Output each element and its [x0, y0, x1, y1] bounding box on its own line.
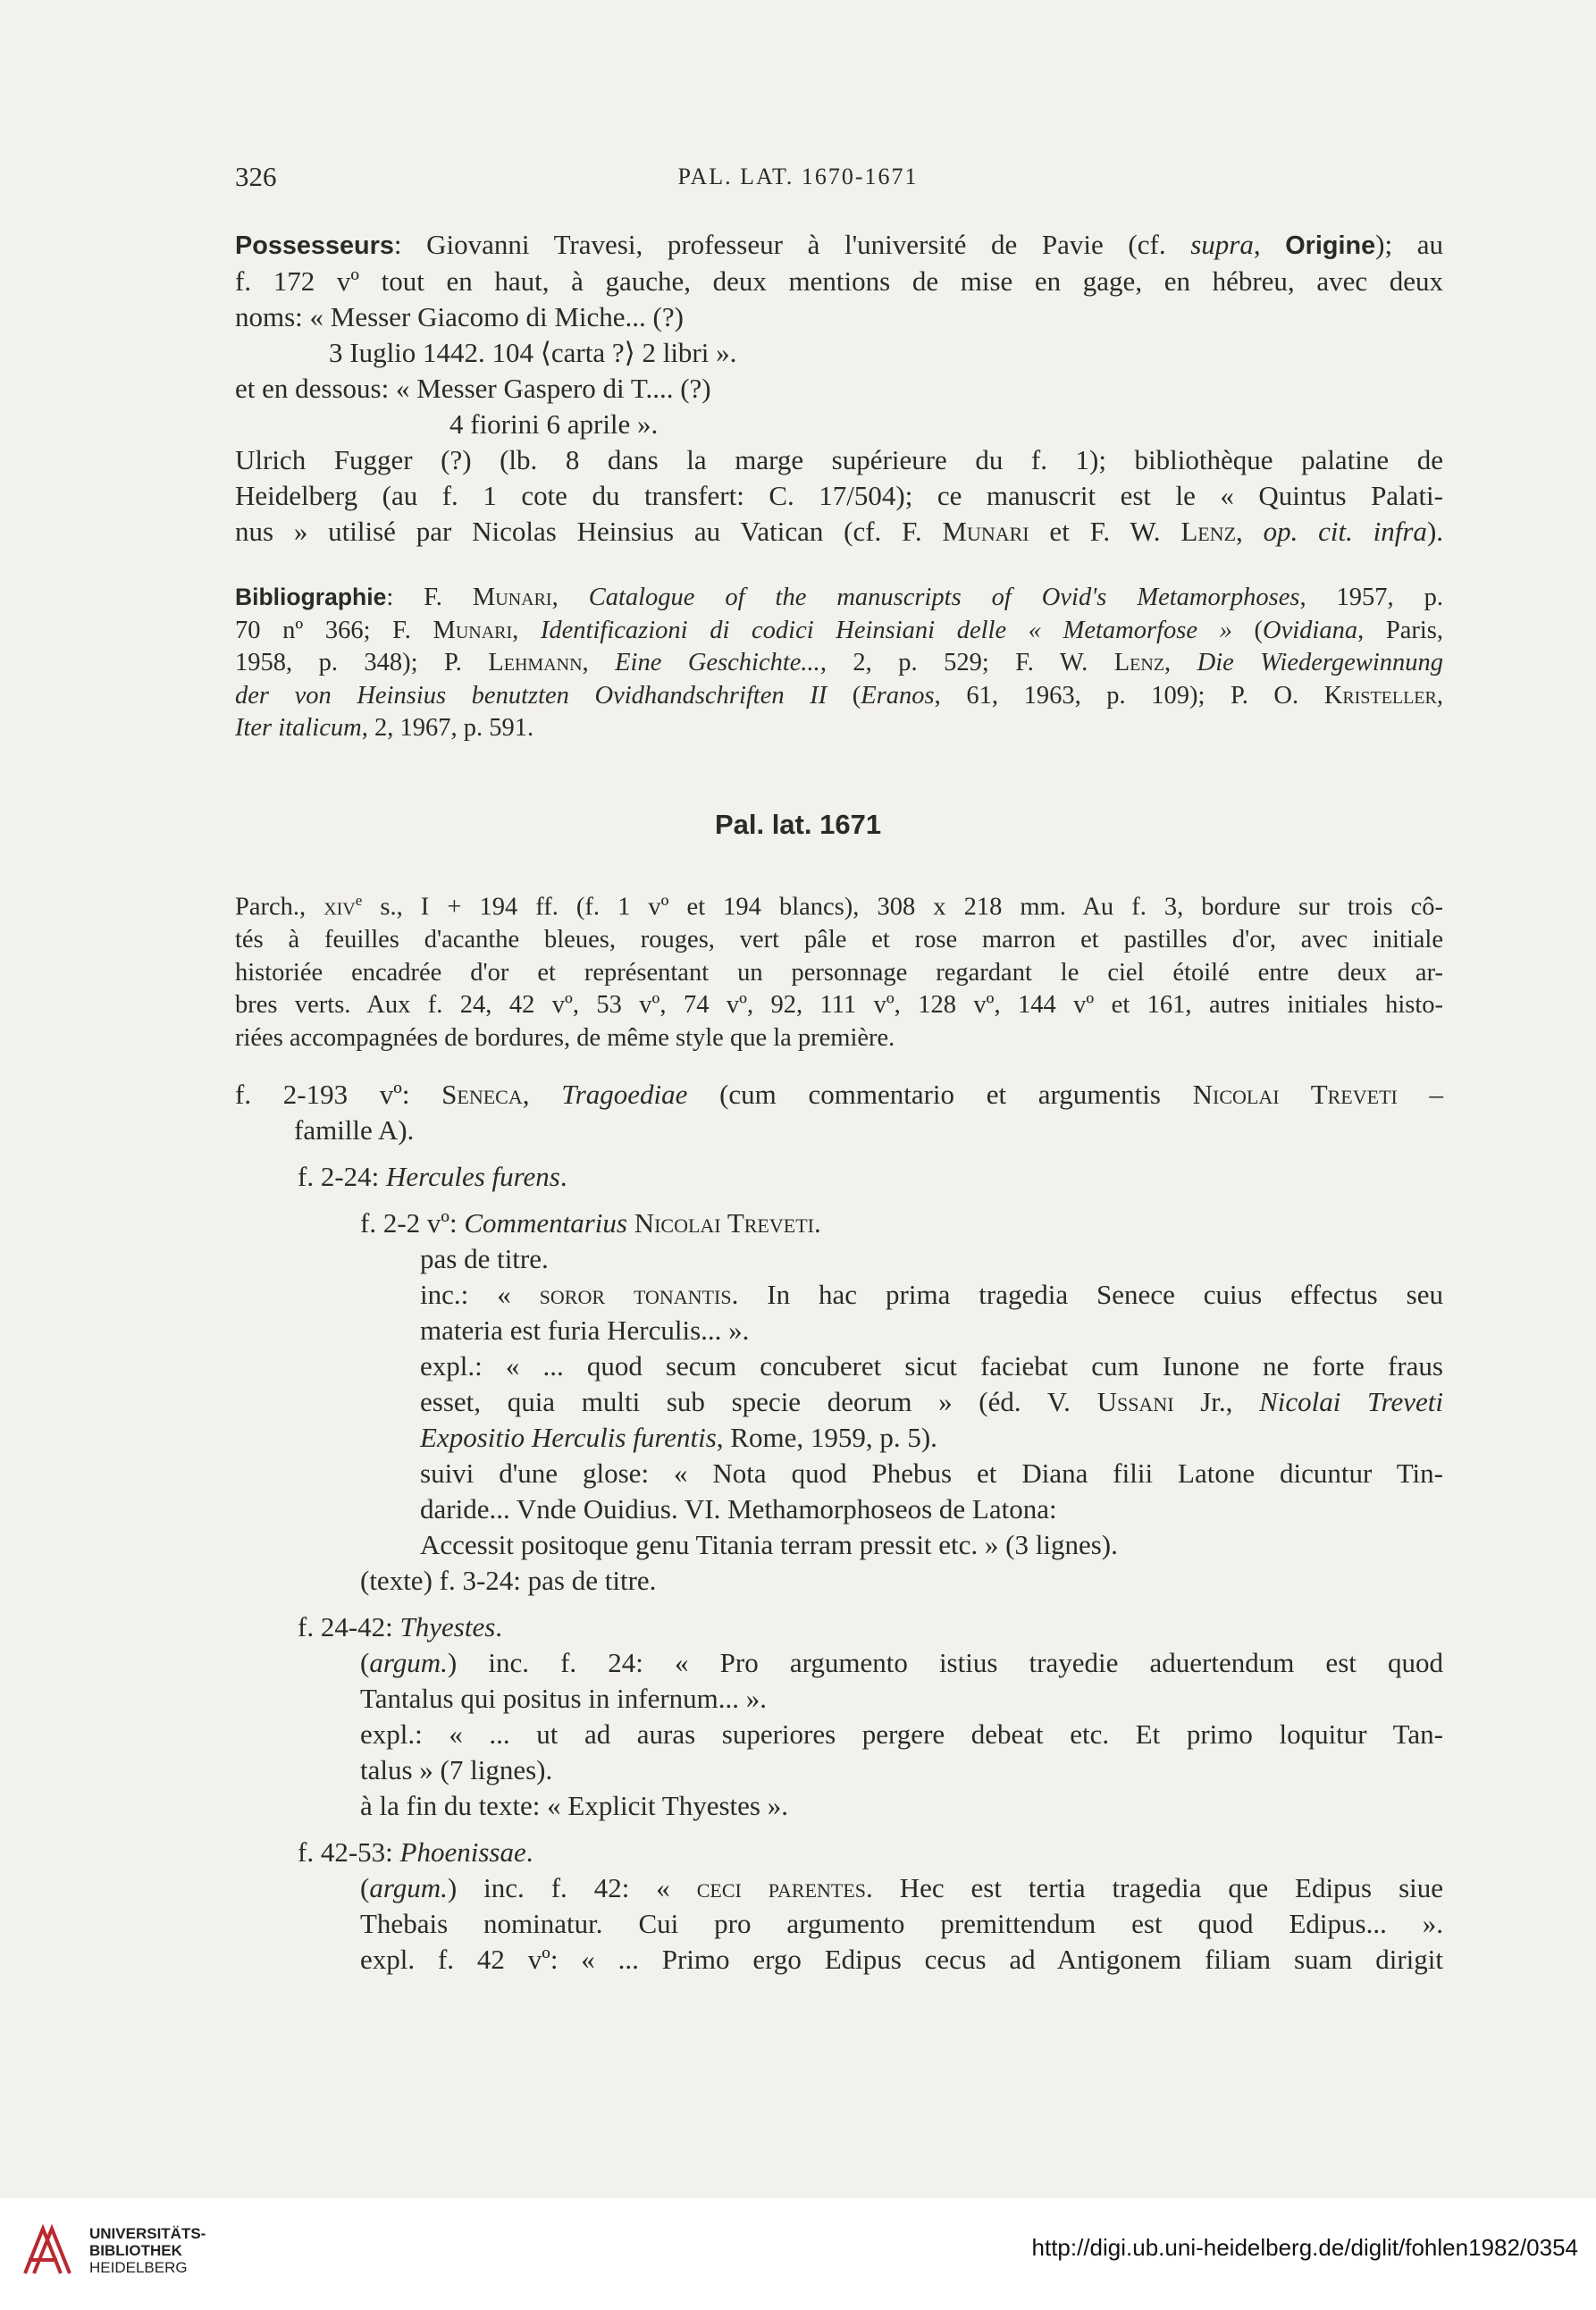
- text-line: 70 nº 366; F. Munari, Identificazioni di codici Heinsiani delle « Metamorfose » (Ovidiana, Paris,: [235, 616, 1443, 644]
- text-line: à la fin du texte: « Explicit Thyestes ».: [360, 1790, 788, 1821]
- page-number: 326: [235, 161, 277, 192]
- text-line: Heidelberg (au f. 1 cote du transfert: C. 17/504); ce manuscrit est le « Quintus Palati-: [235, 480, 1443, 511]
- text-line: Expositio Herculis furentis, Rome, 1959, p. 5).: [420, 1422, 937, 1453]
- text-line: Accessit positoque genu Titania terram pressit etc. » (3 lignes).: [420, 1529, 1118, 1560]
- text-line: f. 2-2 vº: Commentarius Nicolai Treveti.: [360, 1207, 821, 1239]
- ub-heidelberg-logo-icon: [16, 2220, 79, 2282]
- text-line: Possesseurs: Giovanni Travesi, professeur à l'université de Pavie (cf. supra, Origine); au: [235, 229, 1443, 260]
- text-line: daride... Vnde Ouidius. VI. Methamorphoseos de Latona:: [420, 1493, 1057, 1525]
- text-line: f. 2-193 vº: Seneca, Tragoediae (cum commentario et argumentis Nicolai Treveti –: [235, 1079, 1444, 1110]
- text-line: Bibliographie: F. Munari, Catalogue of the manuscripts of Ovid's Metamorphoses, 1957, p.: [235, 584, 1444, 611]
- section-title: Pal. lat. 1671: [714, 809, 882, 840]
- text-line: talus » (7 lignes).: [360, 1754, 553, 1785]
- text-line: expl. f. 42 vº: « ... Primo ergo Edipus cecus ad Antigonem filiam suam dirigit: [360, 1944, 1443, 1975]
- text-line: expl.: « ... ut ad auras superiores pergere debeat etc. Et primo loquitur Tan-: [360, 1718, 1443, 1750]
- text-line: et en dessous: « Messer Gaspero di T.... (?): [235, 373, 711, 404]
- text-line: f. 24-42: Thyestes.: [298, 1611, 503, 1642]
- text-line: Tantalus qui positus in infernum... ».: [360, 1683, 768, 1714]
- text-line: noms: « Messer Giacomo di Miche... (?): [235, 301, 684, 332]
- text-line: historiée encadrée d'or et représentant un personnage regardant le ciel étoilé entre deux ar-: [235, 958, 1443, 987]
- contents-section: [235, 1077, 1443, 1978]
- text-line: f. 42-53: Phoenissae.: [298, 1836, 533, 1868]
- text-line: (argum.) inc. f. 24: « Pro argumento istius trayedie aduertendum est quod: [360, 1647, 1443, 1678]
- text-line: esset, quia multi sub specie deorum » (éd. V. Ussani Jr., Nicolai Treveti: [420, 1386, 1443, 1417]
- text-line: riées accompagnées de bordures, de même style que la première.: [235, 1023, 895, 1052]
- running-head: PAL. LAT. 1670-1671: [677, 164, 919, 189]
- text-line: tés à feuilles d'acanthe bleues, rouges, vert pâle et rose marron et pastilles d'or, avec initiale: [235, 926, 1443, 953]
- text-line: suivi d'une glose: « Nota quod Phebus et Diana filii Latone dicuntur Tin-: [420, 1457, 1443, 1489]
- library-name: UNIVERSITÄTS- BIBLIOTHEK HEIDELBERG: [89, 2225, 206, 2276]
- text-line: f. 2-24: Hercules furens.: [298, 1161, 567, 1192]
- text-line: der von Heinsius benutzten Ovidhandschriften II (Eranos, 61, 1963, p. 109); P. O. Kristeller,: [235, 681, 1443, 710]
- text-line: bres verts. Aux f. 24, 42 vº, 53 vº, 74 vº, 92, 111 vº, 128 vº, 144 vº et 161, autres initiales histo-: [235, 991, 1443, 1019]
- text-line: (argum.) inc. f. 42: « ceci parentes. Hec est tertia tragedia que Edipus siue: [360, 1872, 1444, 1903]
- text-line: 3 Iuglio 1442. 104 ⟨carta ?⟩ 2 libri ».: [329, 337, 737, 368]
- bibliographie-section: [235, 581, 1443, 745]
- text-line: nus » utilisé par Nicolas Heinsius au Vatican (cf. F. Munari et F. W. Lenz, op. cit. infra).: [235, 516, 1444, 547]
- bibliographie-label: Bibliographie: [235, 584, 387, 610]
- text-line: expl.: « ... quod secum concuberet sicut faciebat cum Iunone ne forte fraus: [420, 1350, 1443, 1382]
- source-url-link[interactable]: http://digi.ub.uni-heidelberg.de/diglit/fohlen1982/0354: [1031, 2234, 1578, 2261]
- text-line: materia est furia Herculis... ».: [420, 1315, 750, 1346]
- text-line: pas de titre.: [420, 1243, 549, 1274]
- possesseurs-label: Possesseurs: [235, 231, 394, 260]
- text-line: inc.: « soror tonantis. In hac prima tragedia Senece cuius effectus seu: [420, 1279, 1443, 1310]
- text-line: 4 fiorini 6 aprile ».: [449, 408, 659, 440]
- text-line: f. 172 vº tout en haut, à gauche, deux mentions de mise en gage, en hébreu, avec deux: [235, 265, 1443, 297]
- text-line: Iter italicum, 2, 1967, p. 591.: [235, 714, 534, 742]
- text-line: Thebais nominatur. Cui pro argumento premittendum est quod Edipus... ».: [360, 1908, 1443, 1939]
- text-line: Ulrich Fugger (?) (lb. 8 dans la marge supérieure du f. 1); bibliothèque palatine de: [235, 444, 1443, 475]
- text-line: 1958, p. 348); P. Lehmann, Eine Geschichte..., 2, p. 529; F. W. Lenz, Die Wiedergewinnung: [235, 649, 1444, 676]
- description-section: [235, 885, 1443, 1054]
- text-line: Parch., xiv$^e$ s., I + 194 ff. (f. 1 vº et 194 blancs), 308 x 218 mm. Au f. 3, bordure sur trois cô-: [235, 892, 1443, 921]
- text-line: (texte) f. 3-24: pas de titre.: [360, 1565, 657, 1596]
- text-line: famille A).: [294, 1114, 415, 1146]
- possesseurs-section: [235, 227, 1443, 550]
